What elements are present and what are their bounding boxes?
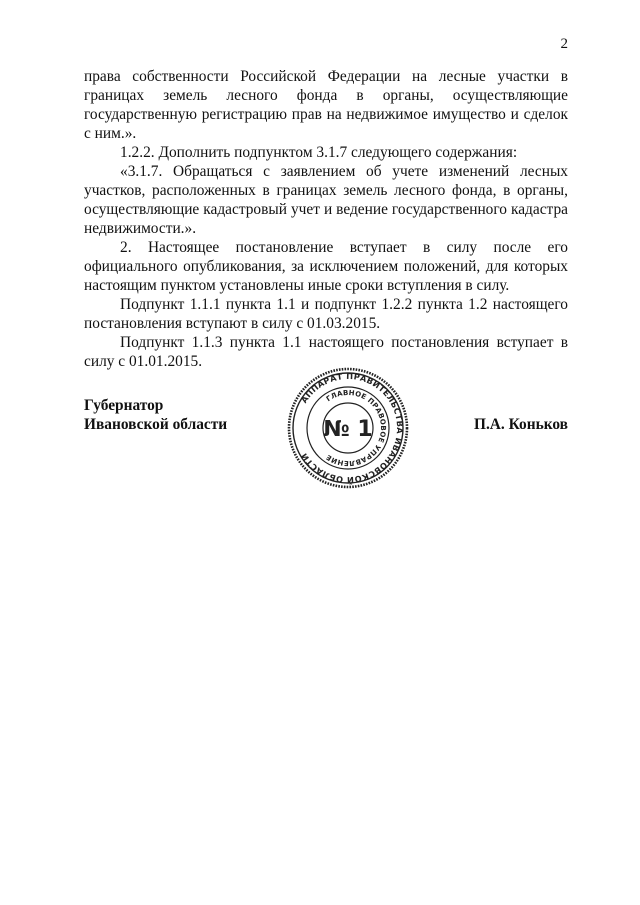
seal-graphic bbox=[286, 366, 410, 490]
official-seal bbox=[286, 366, 410, 490]
signatory-name: П.А. Коньков bbox=[473, 416, 568, 433]
signature-title-line1: Губернатор bbox=[84, 397, 164, 414]
document-body bbox=[84, 67, 568, 371]
signature-title bbox=[84, 396, 227, 434]
paragraph-1-2-2: 1.2.2. Дополнить подпунктом 3.1.7 следующего содержания: bbox=[120, 144, 518, 161]
signature-title-line2: Ивановской области bbox=[84, 416, 228, 433]
seal-number: № 1 bbox=[323, 417, 373, 442]
paragraph-effective-date-2: Подпункт 1.1.3 пункта 1.1 настоящего постановления вступает в силу с 01.01.2015. bbox=[84, 334, 568, 370]
paragraph-2: 2. Настоящее постановление вступает в силу после его официального опубликования, за исключением положений, для которых настоящим пунктом установлены иные сроки вступления в силу. bbox=[84, 239, 568, 294]
page-number: 2 bbox=[560, 36, 568, 52]
paragraph-effective-date-1: Подпункт 1.1.1 пункта 1.1 и подпункт 1.2.2 пункта 1.2 настоящего постановления вступают в силу с 01.03.2015. bbox=[84, 296, 568, 332]
paragraph-continuation: права собственности Российской Федерации на лесные участки в границах земель лесного фонда в органы, осуществляющие государственную регистрацию прав на недвижимое имущество и сделок с ним.». bbox=[84, 68, 568, 142]
seal-outer-text: АППАРАТ ПРАВИТЕЛЬСТВА ИВАНОВСКОЙ ОБЛАСТИ bbox=[298, 370, 406, 486]
paragraph-3-1-7: «3.1.7. Обращаться с заявлением об учете изменений лесных участков, расположенных в границах земель лесного фонда, в органы, осуществляющие кадастровый учет и ведение государственного кадастра недвижимости.». bbox=[84, 163, 568, 237]
seal-inner-text: ГЛАВНОЕ ПРАВОВОЕ УПРАВЛЕНИЕ bbox=[324, 388, 388, 468]
